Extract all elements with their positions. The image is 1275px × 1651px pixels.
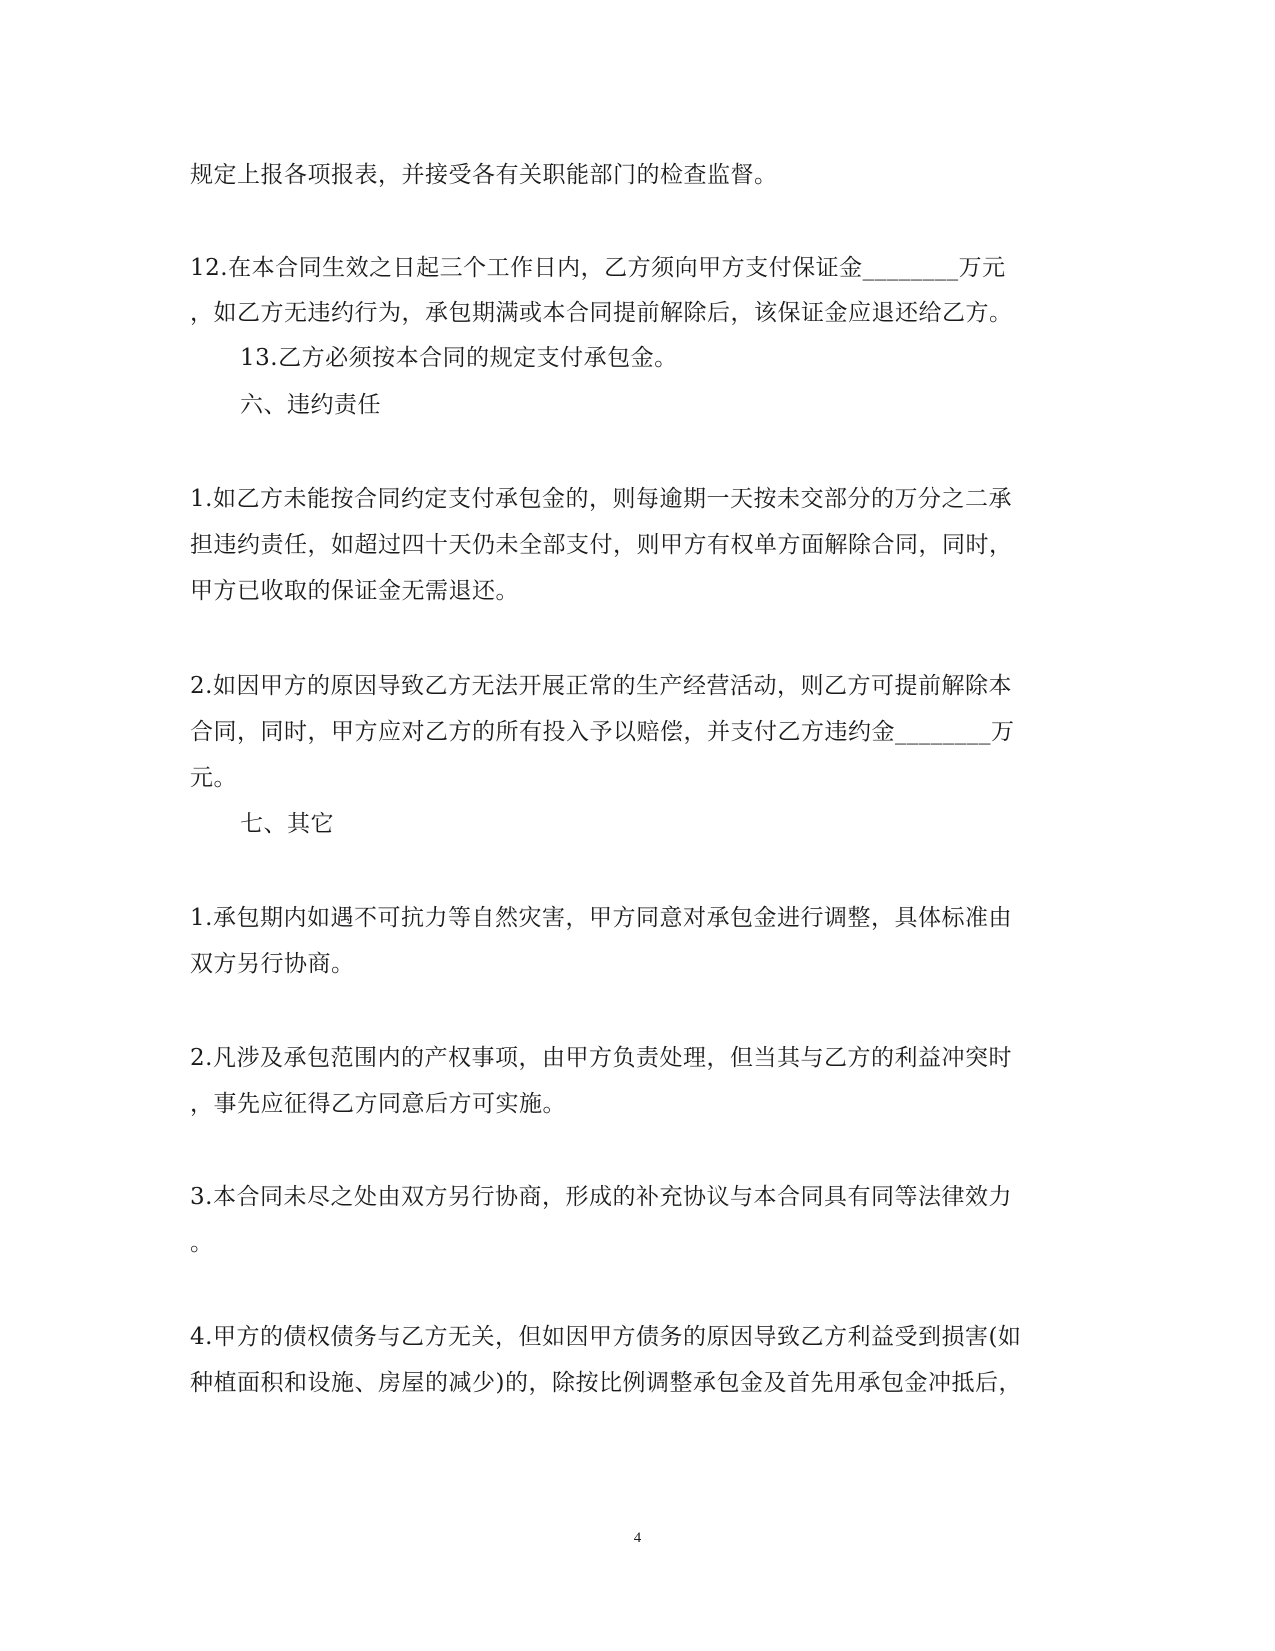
other-clause-4-line-2: 种植面积和设施、房屋的减少)的，除按比例调整承包金及首先用承包金冲抵后， (190, 1370, 1022, 1396)
other-clause-2-line-1: 2.凡涉及承包范围内的产权事项，由甲方负责处理，但当其与乙方的利益冲突时 (190, 1045, 1012, 1071)
other-clause-1-line-2: 双方另行协商。 (190, 951, 355, 977)
other-clause-3-line-1: 3.本合同未尽之处由双方另行协商，形成的补充协议与本合同具有同等法律效力 (190, 1184, 1012, 1210)
breach-clause-1-line-1: 1.如乙方未能按合同约定支付承包金的，则每逾期一天按未交部分的万分之二承 (190, 486, 1012, 512)
breach-clause-1-line-2: 担违约责任，如超过四十天仍未全部支付，则甲方有权单方面解除合同，同时， (190, 532, 1013, 558)
section-heading-other: 七、其它 (240, 811, 334, 837)
other-clause-2-line-2: ，事先应征得乙方同意后方可实施。 (190, 1091, 566, 1117)
paragraph-line: 规定上报各项报表，并接受各有关职能部门的检查监督。 (190, 162, 778, 188)
clause-12-line-1: 12.在本合同生效之日起三个工作日内，乙方须向甲方支付保证金________万元 (190, 255, 1006, 281)
section-heading-breach: 六、违约责任 (240, 392, 381, 418)
breach-clause-2-line-2: 合同，同时，甲方应对乙方的所有投入予以赔偿，并支付乙方违约金________万 (190, 719, 1015, 745)
other-clause-3-line-2: 。 (190, 1230, 214, 1256)
other-clause-4-line-1: 4.甲方的债权债务与乙方无关，但如因甲方债务的原因导致乙方利益受到损害(如 (190, 1324, 1022, 1350)
other-clause-1-line-1: 1.承包期内如遇不可抗力等自然灾害，甲方同意对承包金进行调整，具体标准由 (190, 905, 1012, 931)
breach-clause-2-line-1: 2.如因甲方的原因导致乙方无法开展正常的生产经营活动，则乙方可提前解除本 (190, 673, 1012, 699)
breach-clause-1-line-3: 甲方已收取的保证金无需退还。 (190, 578, 519, 604)
page-number: 4 (633, 1530, 642, 1546)
clause-12-line-2: ，如乙方无违约行为，承包期满或本合同提前解除后，该保证金应退还给乙方。 (190, 300, 1013, 326)
breach-clause-2-line-3: 元。 (190, 765, 237, 791)
clause-13: 13.乙方必须按本合同的规定支付承包金。 (240, 345, 678, 371)
